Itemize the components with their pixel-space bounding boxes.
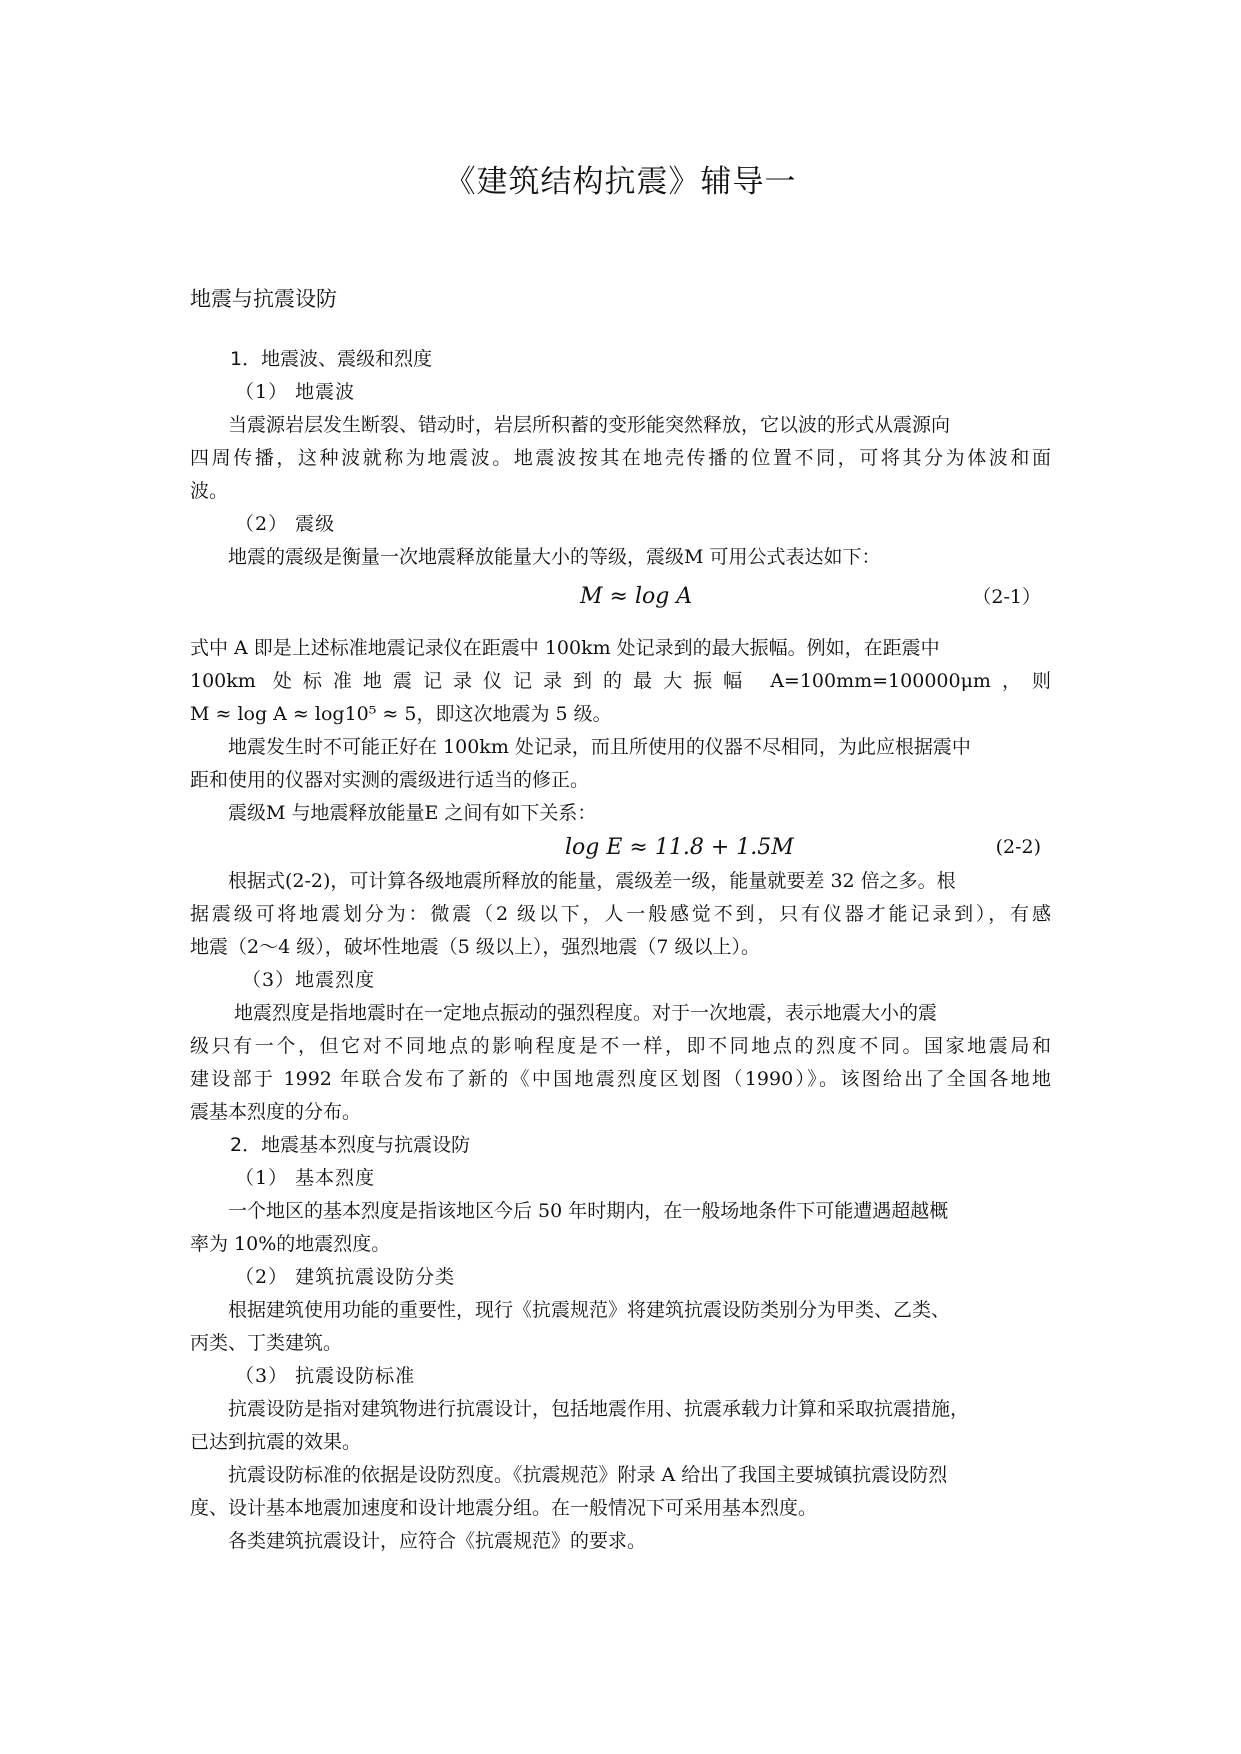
heading-2: 2．地震基本烈度与抗震设防 <box>230 1134 471 1156</box>
paragraph-line: 建设部于 1992 年联合发布了新的《中国地震烈度区划图（1990）》。该图给出了全国各地地 <box>190 1068 1051 1090</box>
document-body <box>190 343 1051 1558</box>
subheading-standard: （3） 抗震设防标准 <box>235 1365 416 1387</box>
subheading-magnitude: （2） 震级 <box>235 513 336 535</box>
equation-expression: M ≈ log A <box>580 584 693 609</box>
paragraph-line: 根据建筑使用功能的重要性，现行《抗震规范》将建筑抗震设防类别分为甲类、乙类、 <box>228 1299 951 1321</box>
paragraph-line: 四周传播，这种波就称为地震波。地震波按其在地壳传播的位置不同，可将其分为体波和面 <box>190 447 1051 469</box>
paragraph-line: 丙类、丁类建筑。 <box>190 1332 343 1354</box>
subheading-classification: （2） 建筑抗震设防分类 <box>235 1266 456 1288</box>
paragraph-line: 一个地区的基本烈度是指该地区今后 50 年时期内，在一般场地条件下可能遭遇超越概 <box>228 1200 949 1222</box>
paragraph-line: 当震源岩层发生断裂、错动时，岩层所积蓄的变形能突然释放，它以波的形式从震源向 <box>228 414 951 436</box>
paragraph-line: 100km 处标准地震记录仪记录到的最大振幅 A=100mm=100000μm，则 <box>190 670 1051 692</box>
paragraph-line: 距和使用的仪器对实测的震级进行适当的修正。 <box>190 769 590 791</box>
document-title: 《建筑结构抗震》辅导一 <box>444 164 797 200</box>
paragraph-line: 各类建筑抗震设计，应符合《抗震规范》的要求。 <box>228 1530 647 1552</box>
paragraph-line: 抗震设防标准的依据是设防烈度。《抗震规范》附录 A 给出了我国主要城镇抗震设防烈 <box>228 1464 948 1486</box>
equation-number: （2-1） <box>972 586 1041 608</box>
paragraph-line: 据震级可将地震划分为：微震（2 级以下，人一般感觉不到，只有仪器才能记录到），有感 <box>190 903 1051 925</box>
paragraph-line: 震基本烈度的分布。 <box>190 1101 362 1123</box>
paragraph-line: 根据式(2-2)，可计算各级地震所释放的能量，震级差一级，能量就要差 32 倍之多。根 <box>228 870 956 892</box>
equation-2-2 <box>190 830 1051 865</box>
paragraph-line: 震级M 与地震释放能量E 之间有如下关系： <box>228 802 597 824</box>
section-title: 地震与抗震设防 <box>190 287 337 311</box>
paragraph-line: 波。 <box>190 480 229 502</box>
paragraph-line: 式中 A 即是上述标准地震记录仪在距震中 100km 处记录到的最大振幅。例如，在距震中 <box>190 637 940 659</box>
paragraph-line: 地震烈度是指地震时在一定地点振动的强烈程度。对于一次地震，表示地震大小的震 <box>234 1002 938 1024</box>
paragraph-line: 地震（2～4 级），破坏性地震（5 级以上），强烈地震（7 级以上）。 <box>190 936 760 958</box>
paragraph-line: M ≈ log A ≈ log10⁵ ≈ 5，即这次地震为 5 级。 <box>190 703 612 725</box>
paragraph-line: 度、设计基本地震加速度和设计地震分组。在一般情况下可采用基本烈度。 <box>190 1497 818 1519</box>
paragraph-line: 地震发生时不可能正好在 100km 处记录，而且所使用的仪器不尽相同，为此应根据震中 <box>228 736 971 758</box>
equation-expression: log E ≈ 11.8 + 1.5M <box>565 835 794 860</box>
subheading-basic-intensity: （1） 基本烈度 <box>235 1167 376 1189</box>
paragraph-line: 率为 10%的地震烈度。 <box>190 1233 391 1255</box>
paragraph-line: 已达到抗震的效果。 <box>190 1431 362 1453</box>
paragraph-line: 抗震设防是指对建筑物进行抗震设计，包括地震作用、抗震承载力计算和采取抗震措施， <box>228 1398 970 1420</box>
paragraph-line: 级只有一个，但它对不同地点的影响程度是不一样，即不同地点的烈度不同。国家地震局和 <box>190 1035 1051 1057</box>
heading-1: 1．地震波、震级和烈度 <box>230 348 433 370</box>
subheading-intensity: （3）地震烈度 <box>242 969 376 991</box>
subheading-seismic-wave: （1） 地震波 <box>235 381 356 403</box>
equation-number: (2-2) <box>995 836 1041 858</box>
paragraph-line: 地震的震级是衡量一次地震释放能量大小的等级，震级M 可用公式表达如下： <box>228 546 881 568</box>
equation-2-1 <box>190 576 1051 618</box>
